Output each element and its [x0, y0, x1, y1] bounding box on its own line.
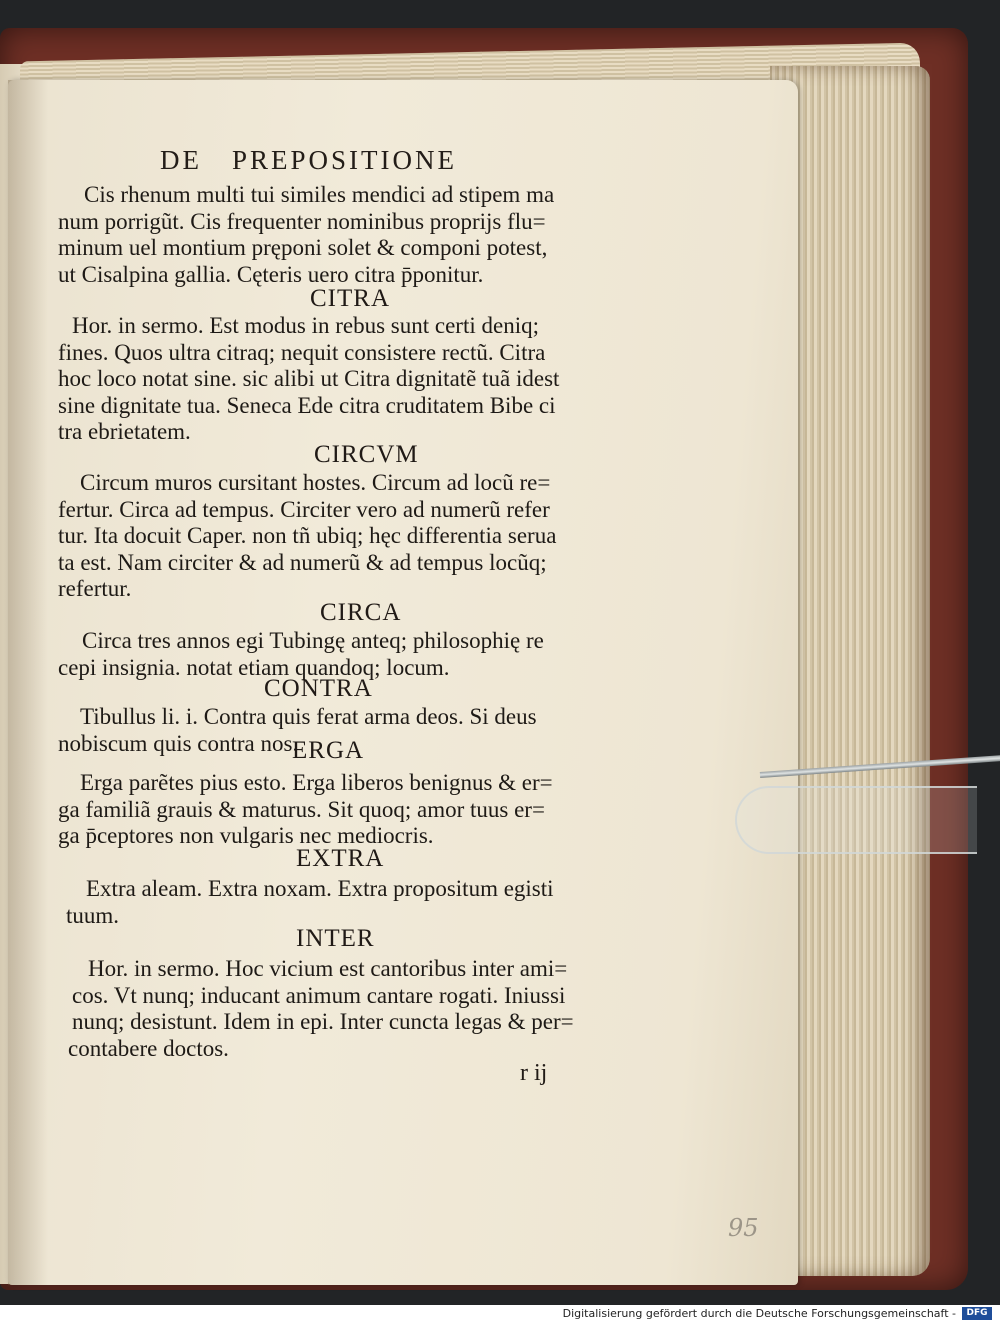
text-line: cepi insignia. notat etiam quandoq; locum.	[58, 654, 450, 680]
running-head-word-1: DE	[160, 145, 202, 175]
text-line: ut Cisalpina gallia. Cęteris uero citra p̄ponitur.	[58, 261, 484, 287]
running-head	[160, 145, 457, 176]
paragraph-circa	[58, 628, 628, 681]
text-line: contabere doctos.	[68, 1035, 229, 1061]
text-line: Erga parẽtes pius esto. Erga liberos benignus & er=	[80, 770, 553, 795]
book-clamp	[735, 786, 977, 854]
paragraph-circum	[58, 470, 628, 603]
dfg-logo-icon: DFG	[962, 1307, 992, 1320]
text-line: Circum muros cursitant hostes. Circum ad locũ re=	[80, 470, 551, 495]
text-line: Extra aleam. Extra noxam. Extra propositum egisti	[86, 876, 554, 901]
section-heading: CIRCVM	[314, 441, 419, 468]
paragraph-erga	[58, 770, 628, 850]
text-line: Tibullus li. i. Contra quis ferat arma deos. Si deus	[80, 704, 537, 729]
section-heading: INTER	[296, 925, 375, 952]
running-head-word-2: PREPOSITIONE	[232, 145, 458, 175]
paragraph-citra	[58, 313, 628, 446]
section-heading: ERGA	[292, 737, 365, 764]
text-line: hoc loco notat sine. sic alibi ut Citra dignitatẽ tuã idest	[58, 366, 560, 391]
text-line: Circa tres annos egi Tubingę anteq; philosophię re	[82, 628, 544, 653]
text-line: fines. Quos ultra citraq; nequit consistere rectũ. Citra	[58, 339, 546, 365]
pencil-folio-number: 95	[728, 1214, 759, 1242]
text-line: minum uel montium pręponi solet & componi potest,	[58, 235, 548, 260]
funding-credit: Digitalisierung gefördert durch die Deutsche Forschungsgemeinschaft -	[562, 1307, 956, 1320]
text-line: refertur.	[58, 576, 132, 601]
text-line: Cis rhenum multi tui similes mendici ad stipem ma	[84, 182, 555, 207]
gutter-shadow	[8, 80, 48, 1285]
signature-mark: r ij	[520, 1060, 548, 1086]
section-heading: CONTRA	[264, 675, 373, 702]
paragraph-extra	[58, 876, 628, 929]
text-line: tra ebrietatem.	[58, 419, 191, 444]
paragraph-cis	[58, 182, 628, 288]
section-heading: EXTRA	[296, 845, 385, 872]
text-line: num porrigũt. Cis frequenter nominibus proprijs flu=	[58, 208, 546, 234]
text-line: Hor. in sermo. Est modus in rebus sunt certi deniq;	[72, 313, 539, 338]
section-heading: CITRA	[310, 285, 390, 312]
text-line: sine dignitate tua. Seneca Ede citra cruditatem Bibe ci	[58, 392, 556, 418]
text-line: ga familiã grauis & maturus. Sit quoq; amor tuus er=	[58, 796, 545, 822]
text-line: tuum.	[66, 902, 120, 928]
text-line: ga p̄ceptores non vulgaris nec mediocris.	[58, 823, 434, 848]
text-line: ta est. Nam circiter & ad numerũ & ad tempus locũq;	[58, 549, 547, 575]
text-line: tur. Ita docuit Caper. non tñ ubiq; hęc differentia serua	[58, 523, 557, 548]
text-line: fertur. Circa ad tempus. Circiter vero ad numerũ refer	[58, 496, 550, 522]
text-line: Hor. in sermo. Hoc vicium est cantoribus inter ami=	[88, 956, 568, 981]
section-heading: CIRCA	[320, 599, 402, 626]
text-line: nobiscum quis contra nos.	[58, 730, 299, 756]
text-line: nunq; desistunt. Idem in epi. Inter cuncta legas & per=	[72, 1009, 574, 1034]
text-line: cos. Vt nunq; inducant animum cantare rogati. Iniussi	[72, 982, 566, 1008]
paragraph-inter	[58, 956, 628, 1062]
